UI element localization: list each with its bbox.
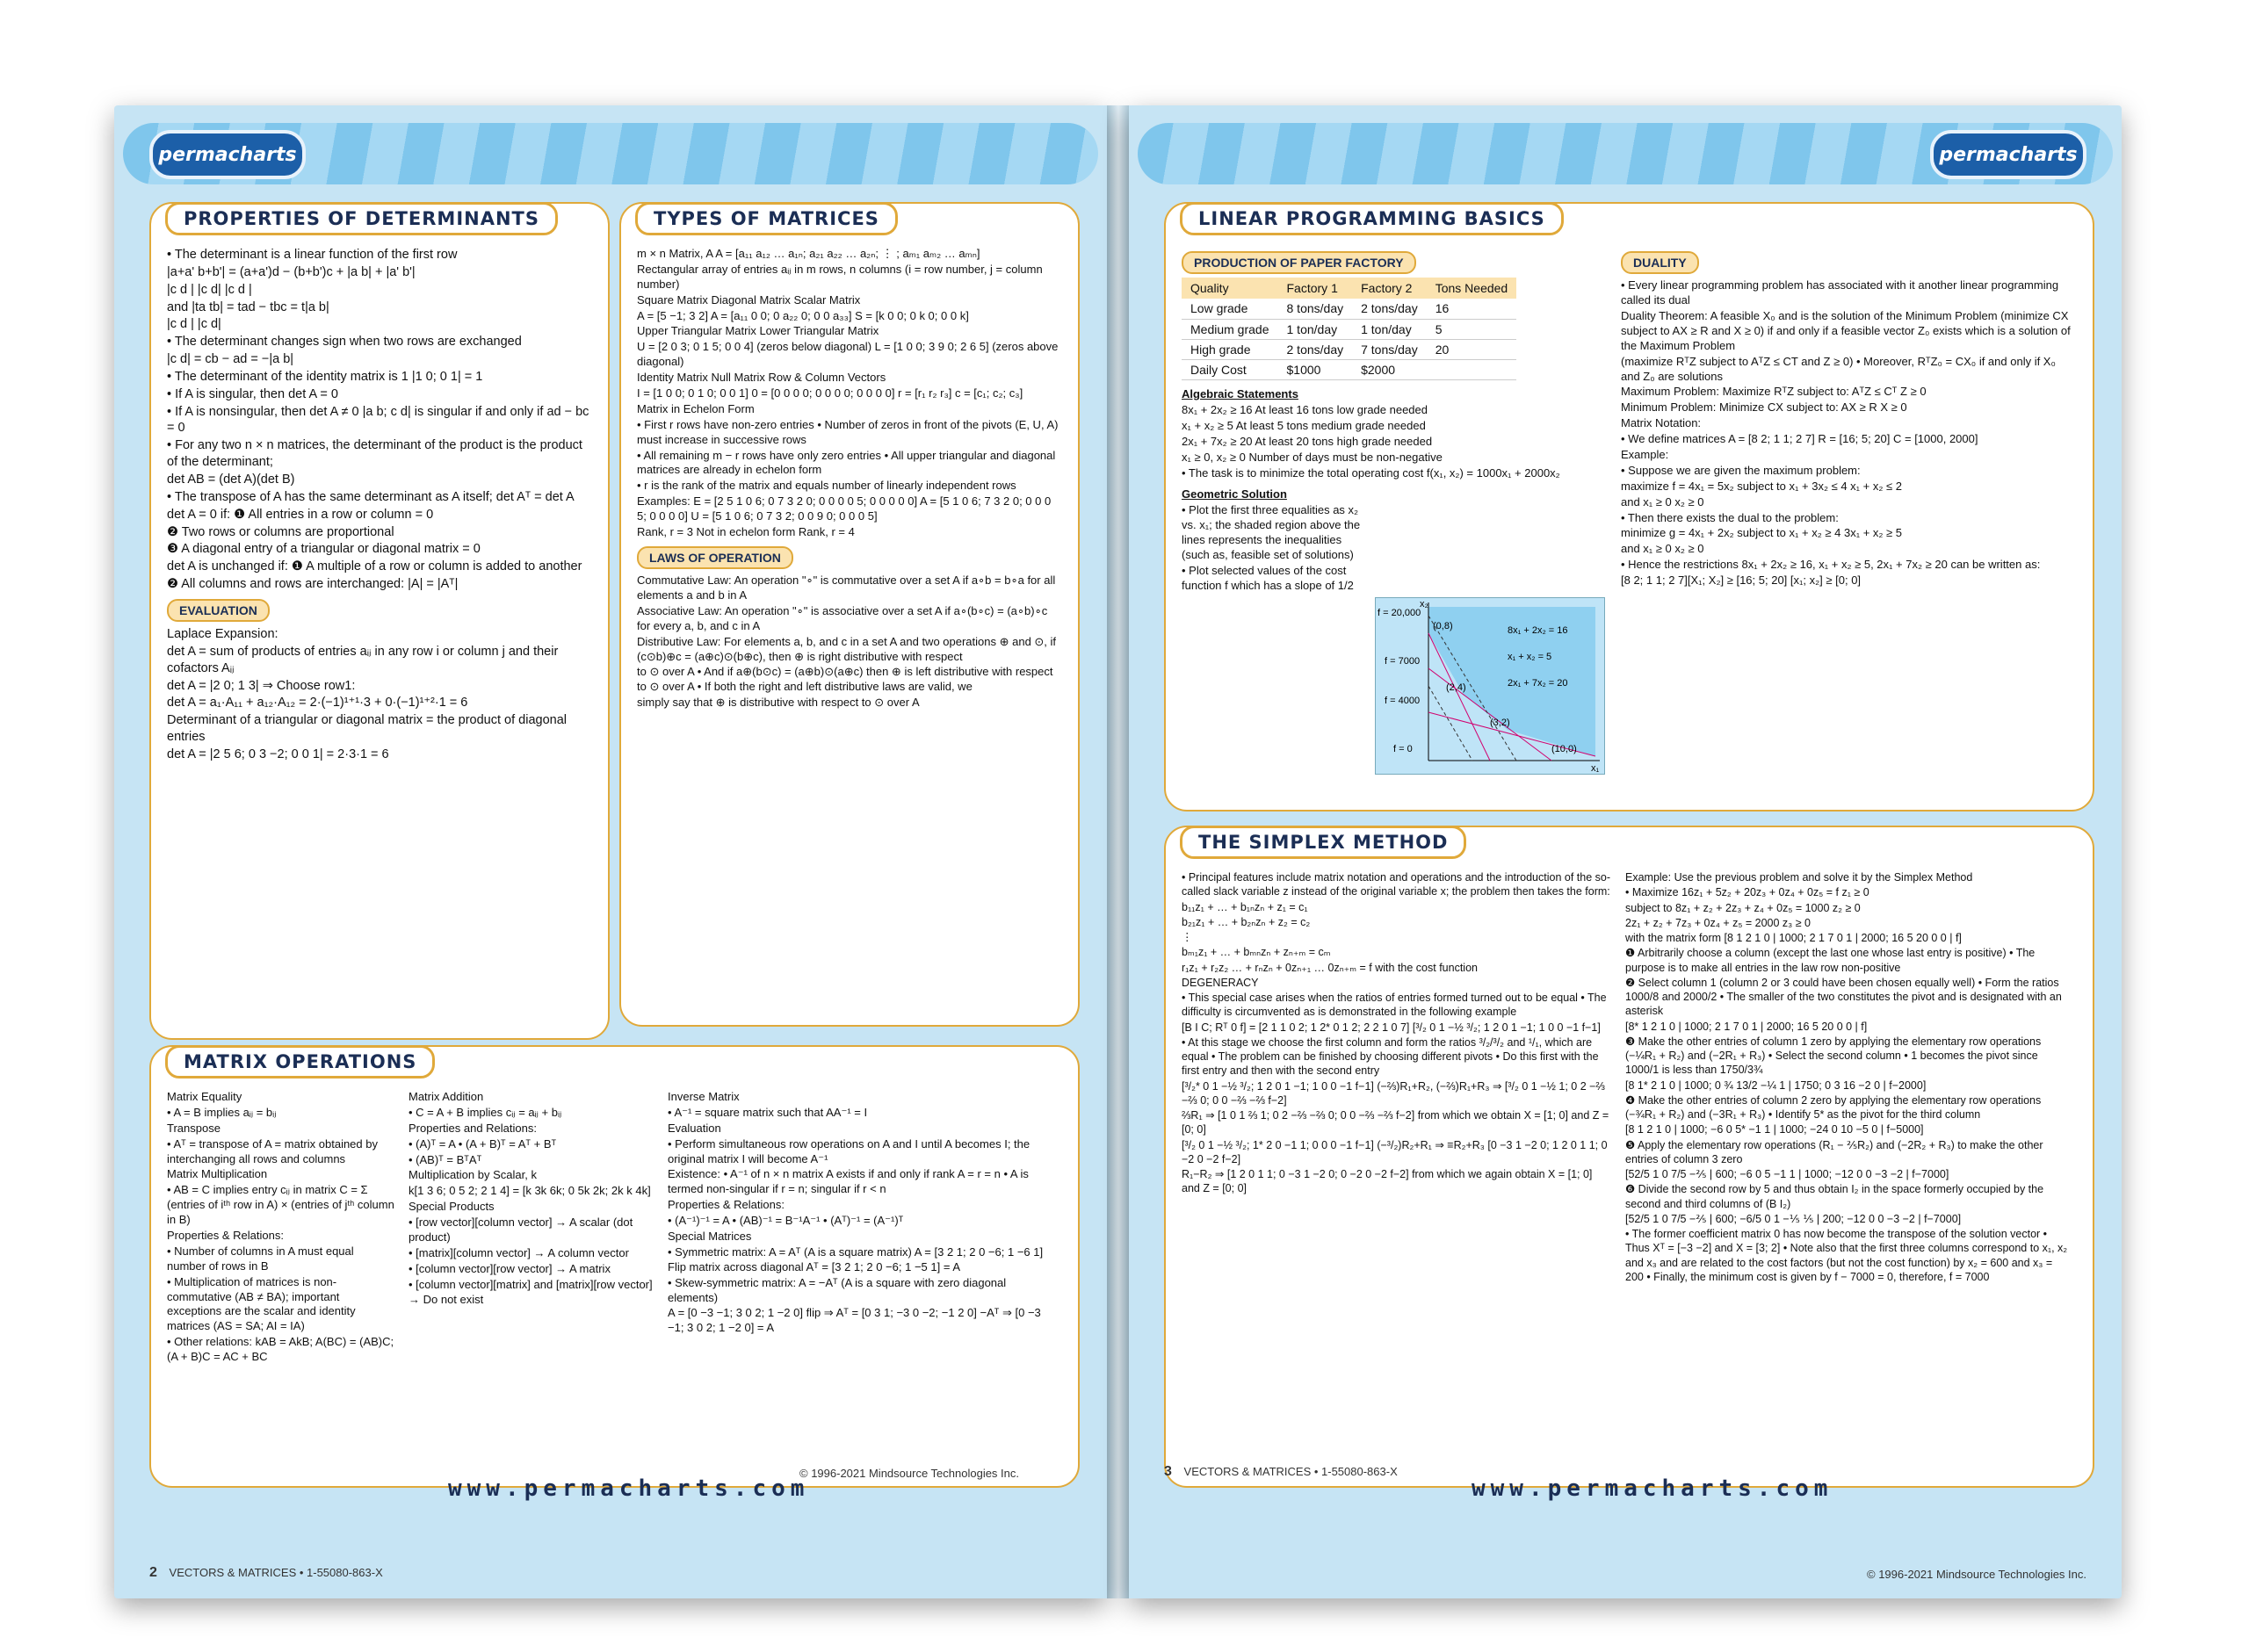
operations-title: MATRIX OPERATIONS xyxy=(165,1045,435,1078)
text-line: • Multiplication of matrices is non-commutative (AB ≠ BA); important exceptions are the scalar and identity matrices (AS = SA; AI = IA) xyxy=(167,1274,356,1333)
text-line: Properties and Relations: xyxy=(409,1121,537,1135)
text-line: • [row vector][column vector] → A scalar (dot product) xyxy=(409,1216,633,1244)
text-line: Existence: • A⁻¹ of n × n matrix A exists if and only if rank A = r = n • A is termed non-singular if r = n; singular if r < n xyxy=(668,1167,1029,1196)
text-line: • We define matrices A = [8 2; 1 1; 2 7] R = [16; 5; 20] C = [1000, 2000] xyxy=(1621,432,1978,446)
text-line: ⋮ xyxy=(1182,931,1193,943)
table-row xyxy=(1182,359,1516,379)
text-line: det AB = (det A)(det B) xyxy=(167,472,295,487)
table-cell: 1 ton/day xyxy=(1278,319,1353,339)
text-line: subject to 8z₁ + z₂ + 2z₃ + z₄ + 0z₅ = 1000 z₂ ≥ 0 xyxy=(1625,901,1861,914)
lp-right-column xyxy=(1621,246,2073,801)
footer-url[interactable]: www.permacharts.com xyxy=(1472,1475,1833,1502)
lp-body xyxy=(1182,246,2077,801)
page-number: 2 xyxy=(149,1565,157,1580)
text-line: [8 2; 1 1; 2 7][X₁; X₂] ≥ [16; 5; 20] [x₁; x₂] ≥ [0; 0] xyxy=(1621,574,1862,588)
lp-left-column xyxy=(1182,246,1603,801)
text-line: • (A⁻¹)⁻¹ = A • (AB)⁻¹ = B⁻¹A⁻¹ • (Aᵀ)⁻¹ = (A⁻¹)ᵀ xyxy=(668,1214,904,1228)
text-line: ❸ A diagonal entry of a triangular or diagonal matrix = 0 xyxy=(167,542,481,557)
operations-column-2 xyxy=(409,1089,654,1477)
graph-label: x₂ xyxy=(1420,599,1428,610)
graph-label: (0,8) xyxy=(1433,621,1453,631)
text-line: [³/₂ 0 1 −½ ³/₂; 1* 2 0 −1 1; 0 0 0 −1 f−1] (−³/₂)R₂+R₁ ⇒ ≡R₂+R₃ [0 −3 1 −2 0; 1 2 0 1 1; 0 −2 0 −2 f−2] xyxy=(1182,1138,1608,1165)
text-line: • The former coefficient matrix 0 has now become the transpose of the solution vector • Thus Xᵀ = [−3 −2] and X = [3; 2] • Note also that the first three columns correspond to x₁, x₂ and x₃ and are related to the cost factors (but not the cost function) by x₂ = 600 and x₃ = 200 • Finally, the minimum cost is given by f − 7000 = 0, therefore, f = 7000 xyxy=(1625,1228,2068,1283)
text-line: • C = A + B implies cᵢⱼ = aᵢⱼ + bᵢⱼ xyxy=(409,1105,562,1119)
algebraic-lines xyxy=(1182,403,1603,480)
text-line: simply say that ⊕ is distributive with respect to ⊙ over A xyxy=(637,696,920,710)
text-line: • [column vector][matrix] and [matrix][row vector] → Do not exist xyxy=(409,1277,653,1306)
table-cell: $1000 xyxy=(1278,359,1353,379)
text-line: |c d| = cb − ad = −|a b| xyxy=(167,352,294,367)
text-line: • Principal features include matrix notation and operations and the introduction of the so-called slack variable z instead of the original variable x; the problem then takes the form: xyxy=(1182,871,1611,898)
text-line: |c d | |c d| |c d | xyxy=(167,282,252,297)
text-line: Square Matrix Diagonal Matrix Scalar Matrix xyxy=(637,292,861,307)
section-subtitle: EVALUATION xyxy=(167,599,270,622)
duality-title: DUALITY xyxy=(1621,251,1699,274)
text-line: Laplace Expansion: xyxy=(167,627,278,642)
footer-copyright: © 1996-2021 Mindsource Technologies Inc. xyxy=(799,1467,1019,1480)
text-line: A = [5 −1; 3 2] A = [a₁₁ 0 0; 0 a₂₂ 0; 0 0 a₃₃] S = [k 0 0; 0 k 0; 0 0 k] xyxy=(637,308,969,322)
production-table xyxy=(1182,278,1516,380)
text-line: • AB = C implies entry cᵢⱼ in matrix C = Σ (entries of iᵗʰ row in A) × (entries of jᵗʰ column in B) xyxy=(167,1183,394,1227)
text-line: • If A is nonsingular, then det A ≠ 0 |a b; c d| is singular if and only if ad − bc = 0 xyxy=(167,404,589,436)
text-line: Evaluation xyxy=(668,1121,721,1135)
graph-label: (2,4) xyxy=(1446,682,1466,693)
table-cell: 2 tons/day xyxy=(1352,299,1427,319)
graph-label: x₁ + x₂ = 5 xyxy=(1508,652,1552,662)
text-line: Determinant of a triangular or diagonal matrix = the product of diagonal entries xyxy=(167,713,568,745)
table-cell xyxy=(1427,359,1517,379)
operations-column-3 xyxy=(668,1089,1059,1477)
lp-title: LINEAR PROGRAMMING BASICS xyxy=(1180,202,1564,235)
text-line: • (A)ᵀ = A • (A + B)ᵀ = Aᵀ + Bᵀ xyxy=(409,1136,557,1151)
text-line: • r is the rank of the matrix and equals number of linearly independent rows xyxy=(637,479,1016,493)
table-cell: 5 xyxy=(1427,319,1517,339)
footer-url[interactable]: www.permacharts.com xyxy=(448,1475,810,1502)
text-line: • Aᵀ = transpose of A = matrix obtained by interchanging all rows and columns xyxy=(167,1136,378,1165)
text-line: • Symmetric matrix: A = Aᵀ (A is a square matrix) A = [3 2 1; 2 0 −6; 1 −6 1] Flip matrix across diagonal Aᵀ = [3 2 1; 2 0 −6; 1 −5 1] = A xyxy=(668,1244,1044,1273)
text-line: det A = a₁·A₁₁ + a₁₂·A₁₂ = 2·(−1)¹⁺¹·3 + 0·(−1)¹⁺²·1 = 6 xyxy=(167,696,468,711)
operations-body xyxy=(167,1089,1062,1477)
table-header-cell: Quality xyxy=(1182,278,1278,299)
graph-label: (10,0) xyxy=(1551,744,1577,754)
text-line: det A = sum of products of entries aᵢⱼ in any row i or column j and their cofactors Aᵢⱼ xyxy=(167,644,559,675)
simplex-title: THE SIMPLEX METHOD xyxy=(1180,826,1466,859)
text-line: [8 1 2 1 0 | 1000; −6 0 5* −1 1 | 1000; −24 0 10 −5 0 | f−5000] xyxy=(1625,1123,1924,1136)
text-line: b₂₁z₁ + … + b₂ₙzₙ + z₂ = c₂ xyxy=(1182,915,1311,928)
text-line: R₁−R₂ ⇒ [1 2 0 1 1; 0 −3 1 −2 0; 0 −2 0 −2 f−2] from which we again obtain X = [1; 0] and Z = [0; 0] xyxy=(1182,1168,1593,1195)
footer-product: VECTORS & MATRICES • 1-55080-863-X xyxy=(1183,1465,1398,1478)
text-line: • The determinant of the identity matrix is 1 |1 0; 0 1| = 1 xyxy=(167,369,483,384)
text-line: • A = B implies aᵢⱼ = bᵢⱼ xyxy=(167,1105,277,1119)
text-line: • Other relations: kAB = AkB; A(BC) = (AB)C; (A + B)C = AC + BC xyxy=(167,1335,394,1364)
table-cell: High grade xyxy=(1182,339,1278,359)
text-line: Multiplication by Scalar, k xyxy=(409,1168,537,1182)
text-line: 2z₁ + z₂ + 7z₃ + 0z₄ + z₅ = 2000 z₃ ≥ 0 xyxy=(1625,916,1811,929)
text-line: [³/₂* 0 1 −½ ³/₂; 1 2 0 1 −1; 1 0 0 −1 f−1] (−⅔)R₁+R₂, (−⅔)R₁+R₃ ⇒ [³/₂ 0 1 −½ 1; 0 2 −⅔ −⅔ 0; 0 0 −⅔ −⅔ f−2] xyxy=(1182,1079,1605,1107)
cost-line-2 xyxy=(1428,686,1472,761)
text-line: [52/5 1 0 7/5 −⅖ | 600; −6/5 0 1 −⅕ ⅕ | 200; −12 0 0 −3 −2 | f−7000] xyxy=(1625,1212,1962,1225)
text-line: • For any two n × n matrices, the determinant of the product is the product of the determinant; xyxy=(167,438,582,470)
table-cell: Low grade xyxy=(1182,299,1278,319)
text-line: • Suppose we are given the maximum problem: xyxy=(1621,463,1861,477)
text-line: • [column vector][row vector] → A matrix xyxy=(409,1261,611,1275)
text-line: • Skew-symmetric matrix: A = −Aᵀ (A is a square with zero diagonal elements) xyxy=(668,1275,1007,1304)
text-line: Example: Use the previous problem and solve it by the Simplex Method xyxy=(1625,871,1973,884)
text-line: ❷ All columns and rows are interchanged: |A| = |Aᵀ| xyxy=(167,577,459,592)
text-line: ❸ Make the other entries of column 1 zero by applying the elementary row operations (−¼R₁ + R₂) and (−2R₁ + R₃) • Select the second column • 1 becomes the pivot since 1000/1 is less than 1750/3¾ xyxy=(1625,1035,2042,1077)
text-line: • First r rows have non-zero entries • Number of zeros in front of the pivots (E, U, A) must increase in successive rows xyxy=(637,417,1059,446)
footer-product: VECTORS & MATRICES • 1-55080-863-X xyxy=(169,1566,383,1579)
left-page xyxy=(114,105,1107,1598)
text-line: • Perform simultaneous row operations on A and I until A becomes I; the original matrix I will become A⁻¹ xyxy=(668,1136,1030,1165)
graph-label: x₁ xyxy=(1591,763,1600,774)
text-line: • A⁻¹ = square matrix such that AA⁻¹ = I xyxy=(668,1105,868,1119)
lp-panel xyxy=(1164,202,2094,812)
text-line: ⅔R₁ ⇒ [1 0 1 ⅔ 1; 0 2 −⅔ −⅔ 0; 0 0 −⅔ −⅔ f−2] from which we obtain X = [1; 0] and Z = [0; 0] xyxy=(1182,1109,1609,1136)
lp-subtitle: PRODUCTION OF PAPER FACTORY xyxy=(1182,251,1416,274)
text-line: det A = |2 5 6; 0 3 −2; 0 0 1| = 2·3·1 = 6 xyxy=(167,747,389,761)
simplex-column-2 xyxy=(1625,869,2073,1477)
text-line: Matrix Multiplication xyxy=(167,1167,268,1181)
text-line: DEGENERACY xyxy=(1182,976,1259,989)
text-line: |a+a' b+b'| = (a+a')d − (b+b')c + |a b| + |a' b'| xyxy=(167,264,416,279)
permacharts-logo: permacharts xyxy=(149,130,306,179)
text-line: • (AB)ᵀ = BᵀAᵀ xyxy=(409,1152,482,1166)
text-line: Properties & Relations: xyxy=(167,1229,284,1243)
simplex-panel xyxy=(1164,826,2094,1488)
text-line: Matrix Notation: xyxy=(1621,416,1702,430)
simplex-body xyxy=(1182,869,2077,1477)
text-line: Minimum Problem: Minimize CX subject to: AX ≥ R X ≥ 0 xyxy=(1621,400,1907,415)
text-line: ❷ Select column 1 (column 2 or 3 could have been chosen equally well) • Form the ratios 1000/8 and 2000/2 • The smaller of the two constitutes the pivot and is designated with an asterisk xyxy=(1625,976,2062,1018)
table-cell: 1 ton/day xyxy=(1352,319,1427,339)
text-line: minimize g = 4x₁ + 2x₂ subject to x₁ + x₂ ≥ 4 3x₁ + x₂ ≥ 5 xyxy=(1621,526,1903,540)
text-line: Matrix in Echelon Form xyxy=(637,401,755,415)
text-line: ❷ Two rows or columns are proportional xyxy=(167,524,394,539)
text-line: • Number of columns in A must equal number of rows in B xyxy=(167,1244,354,1273)
text-line: Example: xyxy=(1621,447,1669,461)
text-line: [B I C; Rᵀ 0 f] = [2 1 1 0 2; 1 2* 0 1 2; 2 2 1 0 7] [³/₂ 0 1 −½ ³/₂; 1 2 0 1 −1; 1 0 0 −1 f−1] xyxy=(1182,1021,1601,1034)
table-header-cell: Factory 2 xyxy=(1352,278,1427,299)
text-line: [8* 1 2 1 0 | 1000; 2 1 7 0 1 | 2000; 16 5 20 0 0 | f] xyxy=(1625,1020,1868,1033)
text-line: • The determinant is a linear function of the first row xyxy=(167,248,458,262)
text-line: Distributive Law: For elements a, b, and c in a set A and two operations ⊕ and ⊙, if (c⊙b)⊕c = (a⊕c)⊙(b⊕c), then ⊕ is right distributive with respect xyxy=(637,634,1057,663)
determinants-panel xyxy=(149,202,610,1040)
text-line: • Plot the first three equalities as x₂ vs. x₁; the shaded region above the lines represents the inequalities (such as, feasible set of solutions) xyxy=(1182,503,1361,562)
page-number: 3 xyxy=(1164,1464,1172,1479)
text-line: • Then there exists the dual to the problem: xyxy=(1621,510,1839,524)
text-line: Transpose xyxy=(167,1121,221,1135)
text-line: Identity Matrix Null Matrix Row & Column Vectors xyxy=(637,371,886,385)
geometric-title: Geometric Solution xyxy=(1182,487,1287,501)
text-line: • The transpose of A has the same determinant as A itself; det Aᵀ = det A xyxy=(167,489,575,504)
text-line: [8 1* 2 1 0 | 1000; 0 ¾ 13/2 −¼ 1 | 1750; 0 3 16 −2 0 | f−2000] xyxy=(1625,1078,1927,1092)
footer-info xyxy=(1164,1464,1398,1480)
text-line: I = [1 0 0; 0 1 0; 0 0 1] 0 = [0 0 0 0; 0 0 0 0; 0 0 0 0] r = [r₁ r₂ r₃] c = [c₁; c₂; c₃] xyxy=(637,386,1023,400)
text-line: • [matrix][column vector] → A column vector xyxy=(409,1245,629,1259)
graph-label: 2x₁ + 7x₂ = 20 xyxy=(1508,678,1568,689)
text-line: • The determinant changes sign when two rows are exchanged xyxy=(167,335,522,350)
text-line: ❶ Arbitrarily choose a column (except the last one whose last entry is positive) • The purpose is to make all entries in the law row non-positive xyxy=(1625,947,2036,974)
text-line: • If A is singular, then det A = 0 xyxy=(167,386,338,401)
right-page xyxy=(1129,105,2122,1598)
types-panel xyxy=(619,202,1080,1027)
text-line: Matrix Equality xyxy=(167,1090,242,1103)
table-row xyxy=(1182,319,1516,339)
text-line: maximize f = 4x₁ = 5x₂ subject to x₁ + 3x₂ ≤ 4 x₁ + x₂ ≤ 2 xyxy=(1621,479,1903,493)
text-line: • At this stage we choose the first column and form the ratios ³/₂/³/₂ and ¹/₁, which are equal • The problem can be finished by choosing different pivots • Do this first with the first entry and then with the second entry xyxy=(1182,1035,1599,1078)
text-line: |c d | |c d| xyxy=(167,317,221,332)
text-line: det A = 0 if: ❶ All entries in a row or column = 0 xyxy=(167,507,434,522)
geometric-lines xyxy=(1182,503,1366,593)
text-line: Upper Triangular Matrix Lower Triangular Matrix xyxy=(637,324,879,338)
table-cell: 8 tons/day xyxy=(1278,299,1353,319)
permacharts-logo: permacharts xyxy=(1930,130,2086,179)
text-line: Matrix Addition xyxy=(409,1090,484,1103)
types-body xyxy=(637,246,1062,1016)
graph-label: f = 7000 xyxy=(1385,656,1421,667)
graph-label: (3,2) xyxy=(1490,718,1510,728)
table-row xyxy=(1182,339,1516,359)
text-line: Inverse Matrix xyxy=(668,1090,740,1103)
footer-info xyxy=(149,1565,383,1581)
graph-label: f = 20,000 xyxy=(1378,608,1421,618)
text-line: and |ta tb| = tad − tbc = t|a b| xyxy=(167,299,329,314)
text-line: det A is unchanged if: ❶ A multiple of a row or column is added to another xyxy=(167,559,582,574)
text-line: x₁ ≥ 0, x₂ ≥ 0 Number of days must be non-negative xyxy=(1182,450,1443,464)
text-line: det A = |2 0; 1 3| ⇒ Choose row1: xyxy=(167,678,356,693)
text-line: A = [0 −3 −1; 3 0 2; 1 −2 0] flip ⇒ Aᵀ = [0 3 1; −3 0 −2; −1 2 0] −Aᵀ ⇒ [0 −3 −1; 3 0 2; 1 −2 0] = A xyxy=(668,1306,1041,1335)
text-line: • This special case arises when the ratios of entries formed turned out to be equal • The difficulty is circumvented as is demonstrated in the following example xyxy=(1182,992,1607,1019)
text-line: and x₁ ≥ 0 x₂ ≥ 0 xyxy=(1621,542,1704,556)
text-line: ❺ Apply the elementary row operations (R₁ − ⅖R₂) and (−2R₂ + R₃) to make the other entries of column 3 zero xyxy=(1625,1138,2043,1165)
text-line: Commutative Law: An operation "∘" is commutative over a set A if a∘b = b∘a for all elements a and b in A xyxy=(637,574,1056,602)
text-line: Duality Theorem: A feasible X₀ and is the solution of the Minimum Problem (minimize CX subject to AX ≥ R and X ≥ 0) if and only if a feasible vector Z₀ exists which is a solution of the Maximum Problem xyxy=(1621,308,2071,352)
types-title: TYPES OF MATRICES xyxy=(635,202,898,235)
operations-column-1 xyxy=(167,1089,395,1477)
text-line: 2x₁ + 7x₂ ≥ 20 At least 20 tons high grade needed xyxy=(1182,434,1433,448)
text-line: • Hence the restrictions 8x₁ + 2x₂ ≥ 16, x₁ + x₂ ≥ 5, 2x₁ + 7x₂ ≥ 20 can be written as: xyxy=(1621,558,2041,572)
text-line: • Maximize 16z₁ + 5z₂ + 20z₃ + 0z₄ + 0z₅ = f z₁ ≥ 0 xyxy=(1625,886,1869,899)
table-cell: Medium grade xyxy=(1182,319,1278,339)
text-line: Rectangular array of entries aᵢⱼ in m rows, n columns (i = row number, j = column number) xyxy=(637,262,1043,291)
text-line: k[1 3 6; 0 5 2; 2 1 4] = [k 3k 6k; 0 5k 2k; 2k k 4k] xyxy=(409,1184,651,1198)
graph-svg xyxy=(1376,598,1604,774)
booklet-spine xyxy=(1105,105,1132,1598)
text-line: Examples: E = [2 5 1 0 6; 0 7 3 2 0; 0 0 0 0 5; 0 0 0 0 0] A = [5 1 0 6; 7 3 2 0; 0 0 0 5; 0 0 0 0] U = [5 1 0 6; 0 7 3 2; 0 0 9 0; 0 0 0 5] xyxy=(637,494,1052,523)
text-line: • Every linear programming problem has associated with it another linear programming called its dual xyxy=(1621,278,2059,307)
operations-panel xyxy=(149,1045,1080,1488)
table-header-cell: Factory 1 xyxy=(1278,278,1353,299)
table-cell: $2000 xyxy=(1352,359,1427,379)
text-line: • Plot selected values of the cost function f which has a slope of 1/2 xyxy=(1182,563,1354,592)
text-line: [52/5 1 0 7/5 −⅖ | 600; −6 0 5 −1 1 | 1000; −12 0 0 −3 −2 | f−7000] xyxy=(1625,1168,1949,1180)
feasible-region-graph xyxy=(1375,597,1605,775)
text-line: r₁z₁ + r₂z₂ … + rₙzₙ + 0zₙ₊₁ … 0zₙ₊ₘ = f with the cost function xyxy=(1182,961,1478,974)
text-line: Special Products xyxy=(409,1200,495,1214)
algebraic-title: Algebraic Statements xyxy=(1182,387,1298,401)
section-subtitle: LAWS OF OPERATION xyxy=(637,546,793,569)
table-cell: 7 tons/day xyxy=(1352,339,1427,359)
text-line: m × n Matrix, A A = [a₁₁ a₁₂ … a₁ₙ; a₂₁ a₂₂ … a₂ₙ; ⋮ ; aₘ₁ aₘ₂ … aₘₙ] xyxy=(637,247,980,260)
text-line: Associative Law: An operation "∘" is associative over a set A if a∘(b∘c) = (a∘b)∘c for every a, b, and c in A xyxy=(637,603,1048,632)
table-cell: Daily Cost xyxy=(1182,359,1278,379)
text-line: 8x₁ + 2x₂ ≥ 16 At least 16 tons low grade needed xyxy=(1182,403,1428,417)
determinants-title: PROPERTIES OF DETERMINANTS xyxy=(165,202,558,235)
text-line: bₘ₁z₁ + … + bₘₙzₙ + zₙ₊ₘ = cₘ xyxy=(1182,946,1331,959)
graph-label: 8x₁ + 2x₂ = 16 xyxy=(1508,625,1568,636)
text-line: Maximum Problem: Maximize RᵀZ subject to: AᵀZ ≤ Cᵀ Z ≥ 0 xyxy=(1621,385,1927,399)
graph-label: f = 0 xyxy=(1393,744,1413,754)
simplex-column-1 xyxy=(1182,869,1612,1477)
table-header-cell: Tons Needed xyxy=(1427,278,1517,299)
graph-label: f = 4000 xyxy=(1385,696,1421,706)
text-line: and x₁ ≥ 0 x₂ ≥ 0 xyxy=(1621,494,1704,509)
text-line: (maximize RᵀZ subject to AᵀZ ≤ CT and Z ≥ 0) • Moreover, RᵀZ₀ = CX₀ if and only if X₀ and Z₀ are solutions xyxy=(1621,354,2056,383)
table-cell: 16 xyxy=(1427,299,1517,319)
text-line: • The task is to minimize the total operating cost f(x₁, x₂) = 1000x₁ + 2000x₂ xyxy=(1182,465,1560,480)
text-line: ❹ Make the other entries of column 2 zero by applying the elementary row operations (−¾R₁ + R₂) and (−3R₁ + R₃) • Identify 5* as the pivot for the third column xyxy=(1625,1093,2042,1121)
text-line: with the matrix form [8 1 2 1 0 | 1000; 2 1 7 0 1 | 2000; 16 5 20 0 0 | f] xyxy=(1625,932,1962,944)
text-line: Special Matrices xyxy=(668,1230,752,1244)
text-line: • All remaining m − r rows have only zero entries • All upper triangular and diagonal matrices are already in echelon form xyxy=(637,448,1056,477)
text-line: ❻ Divide the second row by 5 and thus obtain I₂ in the space formerly occupied by the second and third columns of (B I₂) xyxy=(1625,1183,2044,1210)
table-row xyxy=(1182,299,1516,319)
footer-copyright: © 1996-2021 Mindsource Technologies Inc. xyxy=(1867,1568,2086,1581)
duality-lines xyxy=(1621,278,2073,588)
text-line: Rank, r = 3 Not in echelon form Rank, r = 4 xyxy=(637,525,855,539)
text-line: Properties & Relations: xyxy=(668,1198,785,1212)
determinants-body xyxy=(167,246,592,1029)
table-cell: 20 xyxy=(1427,339,1517,359)
text-line: b₁₁z₁ + … + b₁ₙzₙ + z₁ = c₁ xyxy=(1182,900,1308,913)
text-line: x₁ + x₂ ≥ 5 At least 5 tons medium grade needed xyxy=(1182,418,1426,432)
text-line: to ⊙ over A • And if a⊕(b⊙c) = (a⊕b)⊙(a⊕c) then ⊕ is left distributive with respect to ⊙ over A • If both the right and left distributive laws are valid, we xyxy=(637,665,1053,694)
text-line: U = [2 0 3; 0 1 5; 0 0 4] (zeros below diagonal) L = [1 0 0; 3 9 0; 2 6 5] (zeros above diagonal) xyxy=(637,340,1059,369)
table-cell: 2 tons/day xyxy=(1278,339,1353,359)
